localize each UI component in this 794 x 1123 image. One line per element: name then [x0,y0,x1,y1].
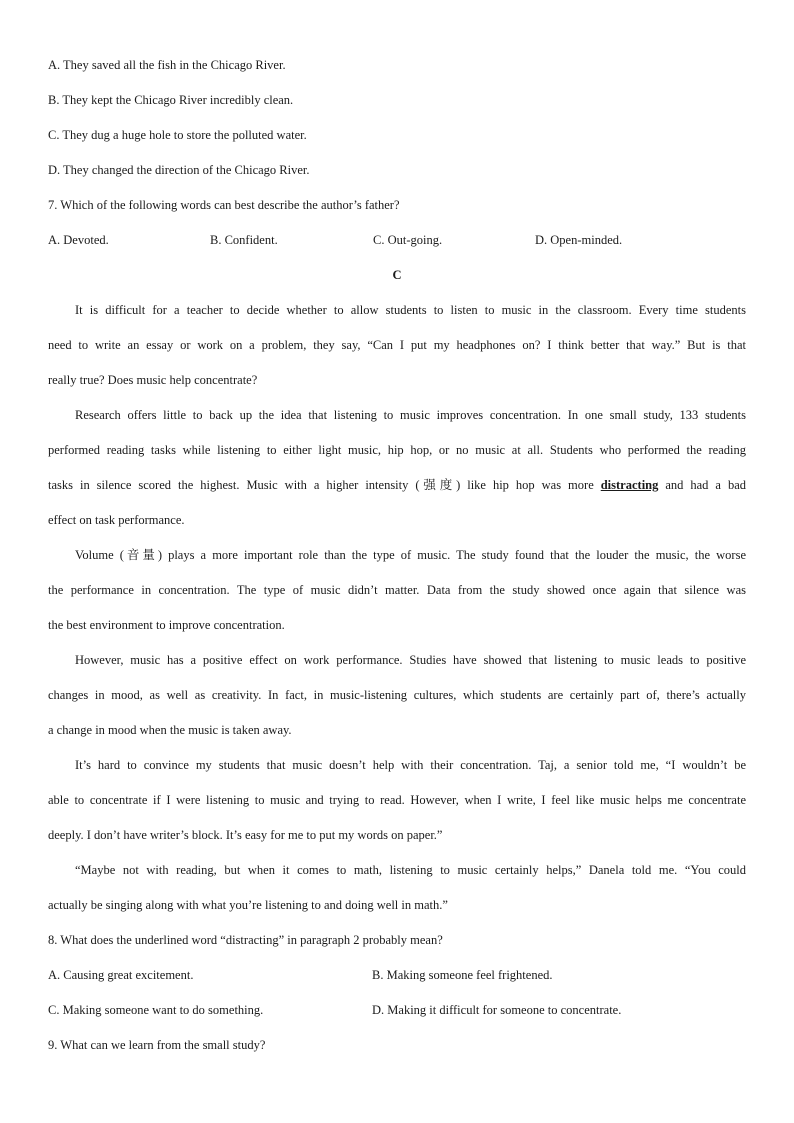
q6-option-c: C. They dug a huge hole to store the polluted water. [48,128,307,142]
q7-option-c: C. Out-going. [373,233,443,247]
p2-line-3-before: tasks in silence scored the highest. Music with a higher intensity (强度) like hip hop was more [48,478,601,492]
q7-option-d: D. Open-minded. [535,233,623,247]
p4-line-3: a change in mood when the music is taken away. [48,723,292,737]
p5-line-3: deeply. I don’t have writer’s block. It’s easy for me to put my words on paper.” [48,828,443,842]
p2-line-4: effect on task performance. [48,513,185,527]
p6-line-2: actually be singing along with what you’re listening to and doing well in math.” [48,898,448,912]
q7-option-b: B. Confident. [210,233,278,247]
q6-option-b: B. They kept the Chicago River incredibly clean. [48,93,294,107]
p3-line-1: Volume (音量) plays a more important role than the type of music. The study found that the louder the music, the worse [75,548,746,562]
p1-line-1: It is difficult for a teacher to decide whether to allow students to listen to music in the classroom. Every time students [75,303,746,317]
q8-option-c: C. Making someone want to do something. [48,1003,264,1017]
q8-options-row-2 [48,993,746,1028]
q8-question: 8. What does the underlined word “distracting” in paragraph 2 probably mean? [48,933,443,947]
p5-line-2: able to concentrate if I were listening to music and trying to read. However, when I write, I feel like music helps me concentrate [48,793,746,807]
q9-question: 9. What can we learn from the small study? [48,1038,266,1052]
q6-option-a: A. They saved all the fish in the Chicago River. [48,58,286,72]
p3-line-3: the best environment to improve concentration. [48,618,285,632]
p6-line-1: “Maybe not with reading, but when it comes to math, listening to music certainly helps,” Danela told me. “You could [75,863,746,877]
p2-line-2: performed reading tasks while listening to either light music, hip hop, or no music at all. Students who performed the reading [48,443,746,457]
p2-line-3 [48,468,746,503]
p5-line-1: It’s hard to convince my students that music doesn’t help with their concentration. Taj, a senior told me, “I wouldn’t be [75,758,746,772]
q7-option-a: A. Devoted. [48,233,109,247]
p4-line-2: changes in mood, as well as creativity. In fact, in music-listening cultures, which students are certainly part of, there’s actually [48,688,746,702]
q8-option-a: A. Causing great excitement. [48,968,194,982]
q7-options-row [48,223,746,258]
p4-line-1: However, music has a positive effect on work performance. Studies have showed that listening to music leads to positive [75,653,746,667]
p2-line-1: Research offers little to back up the idea that listening to music improves concentration. In one small study, 133 students [75,408,746,422]
p1-line-2: need to write an essay or work on a problem, they say, “Can I put my headphones on? I think better that way.” But is that [48,338,746,352]
q8-option-d: D. Making it difficult for someone to concentrate. [372,1003,622,1017]
q8-option-b: B. Making someone feel frightened. [372,968,553,982]
p1-line-3: really true? Does music help concentrate? [48,373,258,387]
q6-option-d: D. They changed the direction of the Chicago River. [48,163,310,177]
p3-line-2: the performance in concentration. The type of music didn’t matter. Data from the study showed once again that silence was [48,583,746,597]
underlined-word-distracting: distracting [600,478,659,492]
p2-line-3-after: and had a bad [658,478,746,492]
section-heading: C [392,268,402,282]
q7-question: 7. Which of the following words can best describe the author’s father? [48,198,400,212]
q8-options-row-1 [48,958,746,993]
